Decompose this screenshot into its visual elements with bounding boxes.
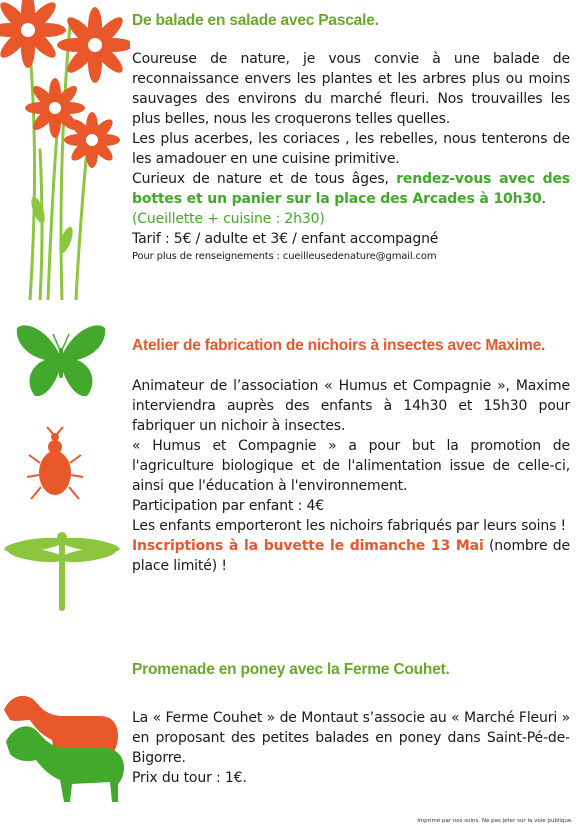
section-nichoirs	[132, 337, 570, 576]
section-title: Atelier de fabrication de nichoirs à insectes avec Maxime.	[132, 337, 546, 354]
butterfly-illustration	[15, 320, 107, 400]
paragraph: La « Ferme Couhet » de Montaut s’associe au « Marché Fleuri » en proposant des petites balades en poney dans Saint-Pé-de-Bigorre.	[132, 710, 570, 766]
paragraph: Coureuse de nature, je vous convie à une balade de reconnaissance envers les plantes et les arbres plus ou moins sauvages des environs du marché fleuri. Nos trouvailles les plus belles, nous les croquerons telles quelles.	[132, 51, 570, 127]
dragonfly-illustration	[2, 525, 122, 615]
contact-text: Pour plus de renseignements : cueilleusedenature@gmail.com	[132, 251, 437, 262]
paragraph: « Humus et Compagnie » a pour but la promotion de l'agriculture biologique et de l'alimentation issue de celle-ci, ainsi que l'éducation à l'environnement.	[132, 438, 570, 494]
section-balade	[132, 12, 570, 265]
highlight-text: rendez-vous avec des bottes et un panier sur la place des Arcades à 10h30	[132, 171, 570, 207]
paragraph: Animateur de l’association « Humus et Compagnie », Maxime interviendra auprès des enfants à 14h30 et 15h30 pour fabriquer un nichoir à insectes.	[132, 378, 570, 434]
footer-note: Imprimé par nos soins. Ne pas jeter sur la voie publique.	[417, 818, 573, 824]
text: .	[541, 191, 546, 207]
paragraph	[132, 536, 570, 576]
flowers-illustration	[0, 0, 130, 300]
horses-illustration	[0, 690, 130, 805]
section-poney	[132, 661, 570, 788]
beetle-illustration	[25, 425, 85, 505]
price-text: Tarif : 5€ / adulte et 3€ / enfant accompagné	[132, 231, 439, 247]
price-text: Prix du tour : 1€.	[132, 770, 247, 786]
text: (nombre de place limité) !	[132, 538, 570, 574]
paragraph: Les plus acerbes, les coriaces , les rebelles, nous tenterons de les amadouer en une cuisine primitive.	[132, 131, 570, 167]
paragraph	[132, 169, 570, 209]
highlight-text: Inscriptions à la buvette le dimanche 13 Mai	[132, 538, 484, 554]
paragraph: Participation par enfant : 4€	[132, 498, 324, 514]
duration-text: (Cueillette + cuisine : 2h30)	[132, 211, 325, 227]
paragraph: Les enfants emporteront les nichoirs fabriqués par leurs soins !	[132, 518, 567, 534]
section-title: Promenade en poney avec la Ferme Couhet.	[132, 661, 450, 678]
text: Curieux de nature et de tous âges,	[132, 171, 397, 187]
section-title: De balade en salade avec Pascale.	[132, 12, 379, 29]
